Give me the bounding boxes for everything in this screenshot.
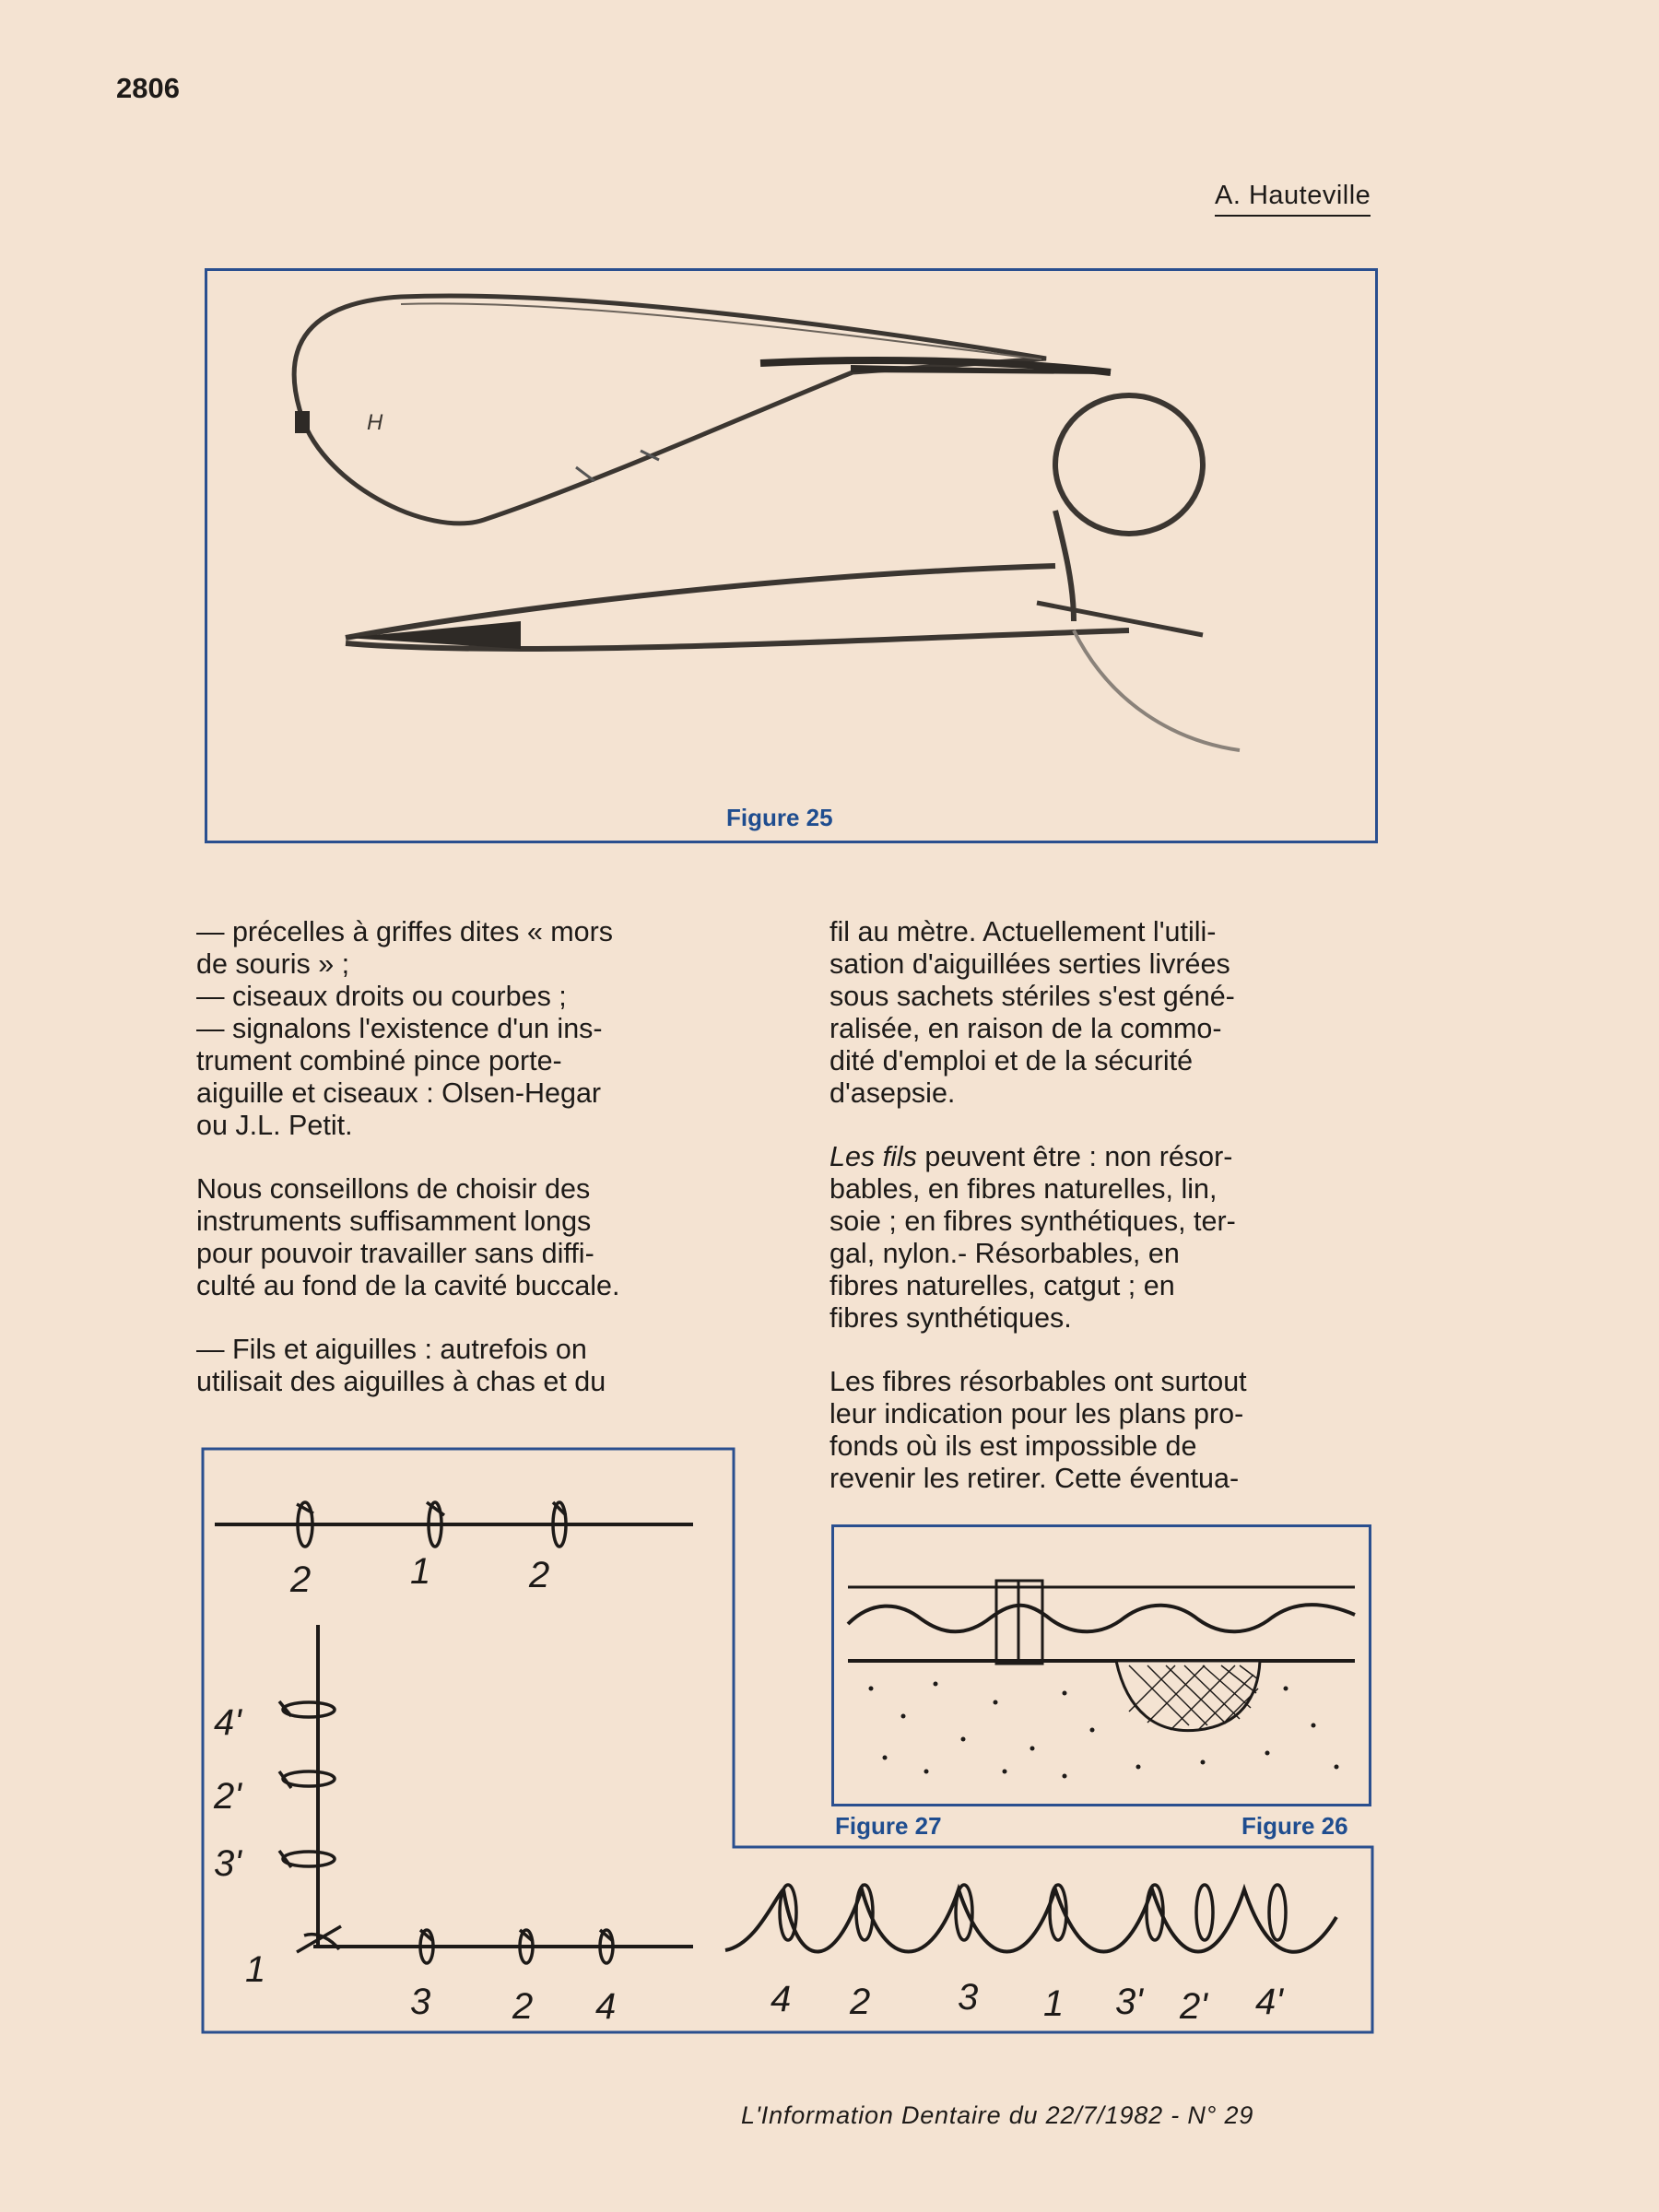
text-line: leur indication pour les plans pro- [830,1398,1244,1430]
top-stitches [297,1502,566,1547]
suture-label: 3 [958,1977,979,2018]
text-line: bables, en fibres naturelles, lin, [830,1173,1218,1205]
text-line: Nous conseillons de choisir des [196,1173,591,1205]
text-line: instruments suffisamment longs [196,1206,592,1237]
suture-label: 3 [410,1982,431,2022]
suture-label: 1 [1043,1983,1065,2024]
figure-25-caption: Figure 25 [726,804,833,831]
suture-label: 2 [512,1986,534,2027]
footer-journal: L'Information Dentaire du 22/7/1982 - N° 29 [741,2101,1254,2129]
text-line: dité d'emploi et de la sécurité [830,1045,1194,1077]
suture-label: 4' [214,1702,241,1743]
suture-label: 4' [1255,1982,1283,2022]
suture-label: 1 [410,1551,431,1592]
suture-label: 2' [1180,1986,1207,2027]
suture-label: 2 [529,1555,550,1595]
figure-25-mark-h: H [367,410,383,435]
suture-label: 3' [214,1843,241,1884]
figure-27-tissue-section [834,1527,1369,1804]
figure-25-frame [205,268,1378,843]
suture-label: 4 [771,1979,792,2019]
suture-label: 3' [1115,1982,1143,2022]
running-suture-line [725,1889,1336,1952]
text-line [830,1141,1367,1173]
text-fragment: peuvent être : non résor- [916,1141,1233,1172]
bone-dots [869,1682,1339,1779]
suture-label: 2' [214,1776,241,1817]
text-line: revenir les retirer. Cette éventua- [830,1463,1240,1494]
text-line: fibres synthétiques. [830,1302,1072,1334]
left-paragraph-1 [196,916,732,1142]
text-line: utilisait des aiguilles à chas et du [196,1366,606,1397]
text-line: — précelles à griffes dites « mors [196,916,614,947]
text-line: culté au fond de la cavité buccale. [196,1270,620,1301]
text-line: sous sachets stériles s'est géné- [830,981,1235,1012]
text-line: pour pouvoir travailler sans diffi- [196,1238,594,1269]
page-number: 2806 [116,72,180,104]
right-paragraph-2 [830,1141,1367,1335]
text-line: ralisée, en raison de la commo- [830,1013,1222,1044]
left-paragraph-3 [196,1334,732,1398]
text-line: fonds où ils est impossible de [830,1430,1197,1462]
suture-label: 1 [245,1949,266,1990]
text-line: aiguille et ciseaux : Olsen-Hegar [196,1077,602,1109]
text-line: d'asepsie. [830,1077,956,1109]
right-paragraph-3 [830,1366,1367,1495]
suture-label: 2 [290,1559,312,1600]
text-line: soie ; en fibres synthétiques, ter- [830,1206,1236,1237]
text-line: ou J.L. Petit. [196,1110,353,1141]
text-line: fibres naturelles, catgut ; en [830,1270,1175,1301]
text-line: — ciseaux droits ou courbes ; [196,981,567,1012]
left-paragraph-2 [196,1173,732,1302]
text-line: — Fils et aiguilles : autrefois on [196,1334,587,1365]
suture-label: 2 [850,1982,871,2022]
text-line: sation d'aiguillées serties livrées [830,948,1230,980]
italic-term: Les fils [830,1141,917,1172]
left-column [196,916,732,1430]
text-line: trument combiné pince porte- [196,1045,562,1077]
bottom-stitches [297,1926,613,1963]
figure-27-caption: Figure 27 [835,1812,942,1840]
right-paragraph-1 [830,916,1367,1110]
right-column [830,916,1367,1526]
text-line: fil au mètre. Actuellement l'utili- [830,916,1217,947]
text-line: Les fibres résorbables ont surtout [830,1366,1247,1397]
text-line: — signalons l'existence d'un ins- [196,1013,603,1044]
running-stitches [780,1885,1286,1940]
vertical-stitches [279,1701,335,1867]
text-line: gal, nylon.- Résorbables, en [830,1238,1180,1269]
text-line: de souris » ; [196,948,350,980]
suture-label: 4 [595,1986,617,2027]
author-name: A. Hauteville [1215,181,1371,217]
figure-26-caption: Figure 26 [1241,1812,1348,1840]
figure-25-instruments [207,271,1375,841]
figure-27-frame [831,1524,1371,1806]
